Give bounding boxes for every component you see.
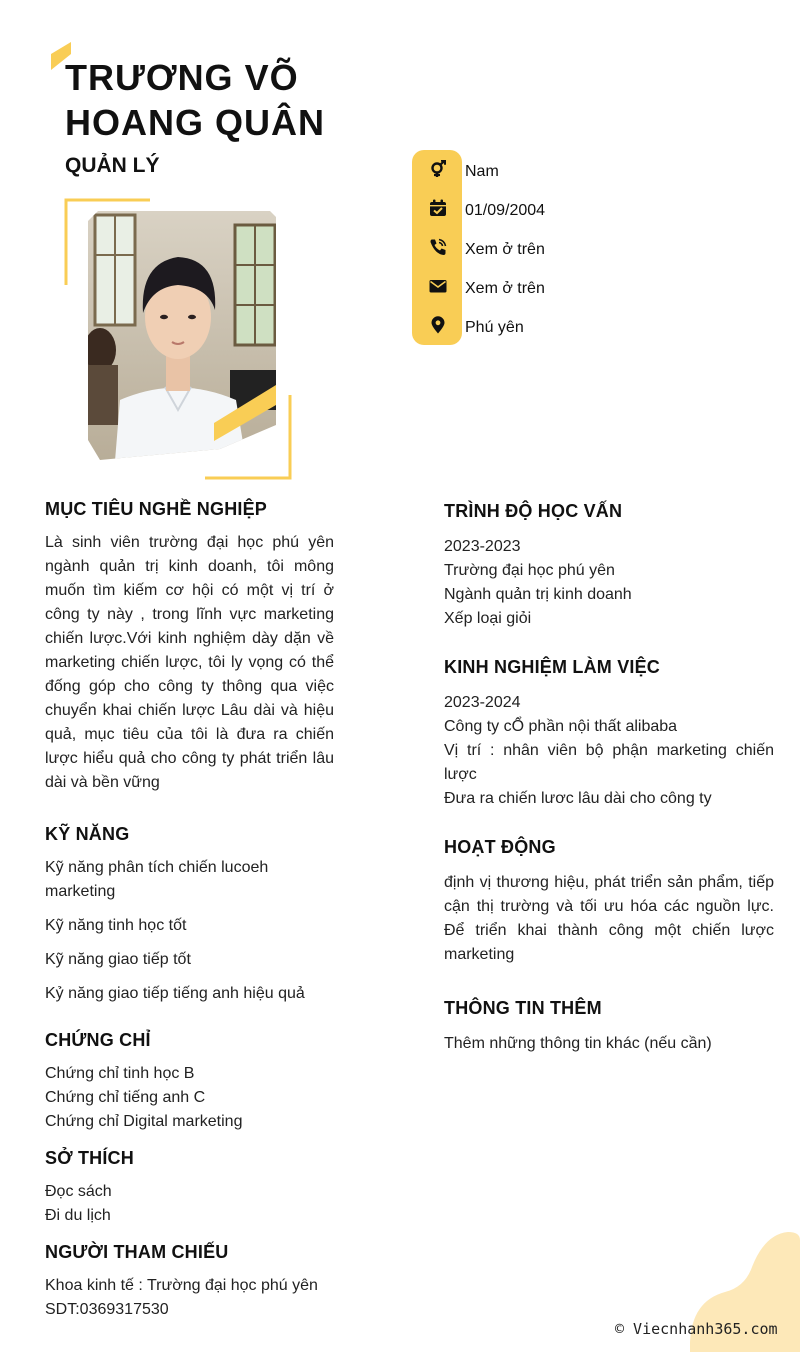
profile-photo xyxy=(60,195,300,485)
activities-text: định vị thương hiệu, phát triển sản phẩm, tiếp cận thị trường và tối ưu hóa các nguồn lực. Để triển khai thành công một chiến lược marketing xyxy=(444,874,774,963)
email-icon xyxy=(429,277,447,295)
education-title: TRÌNH ĐỘ HỌC VẤN xyxy=(444,501,623,521)
extra-info-title: THÔNG TIN THÊM xyxy=(444,998,602,1018)
certificate-item: Chứng chỉ tinh học B xyxy=(45,1065,195,1082)
reference-item: SDT:0369317530 xyxy=(45,1301,169,1318)
copyright-text: © Viecnhanh365.com xyxy=(615,1320,778,1338)
address-value: Phú yên xyxy=(465,319,524,336)
job-title: QUẢN LÝ xyxy=(65,154,160,177)
experience-position: Vị trí : nhân viên bộ phận marketing chiến lược xyxy=(444,742,774,783)
education-item: Ngành quản trị kinh doanh xyxy=(444,586,632,603)
contact-icon-bar xyxy=(412,150,462,345)
experience-duty: Đưa ra chiến lươc lâu dài cho công ty xyxy=(444,790,712,807)
certificate-item: Chứng chỉ tiếng anh C xyxy=(45,1089,206,1106)
skill-item: Kỹ năng tinh học tốt xyxy=(45,917,187,934)
gender-icon xyxy=(429,160,447,178)
phone-icon xyxy=(429,238,447,256)
education-item: Trường đại học phú yên xyxy=(444,562,615,579)
location-icon xyxy=(429,316,447,334)
references-title: NGƯỜI THAM CHIẾU xyxy=(45,1242,229,1262)
calendar-icon xyxy=(429,199,447,217)
gender-value: Nam xyxy=(465,163,499,180)
reference-item: Khoa kinh tế : Trường đại học phú yên xyxy=(45,1277,318,1294)
name-line-1: TRƯƠNG VÕ xyxy=(65,57,299,98)
skills-title: KỸ NĂNG xyxy=(45,824,130,844)
objective-title: MỤC TIÊU NGHỀ NGHIỆP xyxy=(45,499,268,519)
skill-item: Kỹ năng phân tích chiến lucoeh marketing xyxy=(45,859,269,900)
email-value: Xem ở trên xyxy=(465,280,545,297)
education-item: 2023-2023 xyxy=(444,538,521,555)
hobbies-title: SỞ THÍCH xyxy=(45,1148,134,1168)
candidate-name xyxy=(65,55,405,145)
education-item: Xếp loại giỏi xyxy=(444,610,532,627)
experience-period: 2023-2024 xyxy=(444,694,521,711)
hobby-item: Đi du lịch xyxy=(45,1207,111,1224)
extra-info-text: Thêm những thông tin khác (nếu cần) xyxy=(444,1035,712,1052)
phone-value: Xem ở trên xyxy=(465,241,545,258)
name-line-2: HOANG QUÂN xyxy=(65,102,325,143)
skill-item: Kỷ năng giao tiếp tiếng anh hiệu quả xyxy=(45,985,305,1002)
objective-text: Là sinh viên trường đại học phú yên ngành quản trị kinh doanh, tôi mông muốn tìm kiếm cơ hội có một vị trí ở công ty này , trong lĩnh vực marketing chiến lược.Với kinh nghiệm dày dặn về marketing chiến lược, tôi ly vọng có thể đống góp cho công ty thông qua việc chuyển khai chiến lược Lâu dài và hiệu quả, mục tiêu của tôi là đưa ra chiến lược hiểu quả cho công ty phát triển lâu dài và bền vững xyxy=(45,534,334,791)
skill-item: Kỹ năng giao tiếp tốt xyxy=(45,951,191,968)
activities-title: HOẠT ĐỘNG xyxy=(444,837,556,857)
experience-title: KINH NGHIỆM LÀM VIỆC xyxy=(444,657,661,677)
certificate-item: Chứng chỉ Digital marketing xyxy=(45,1113,243,1130)
birthdate-value: 01/09/2004 xyxy=(465,202,546,219)
hobby-item: Đọc sách xyxy=(45,1183,112,1200)
experience-company: Công ty cỔ phần nội thất alibaba xyxy=(444,718,678,735)
certificates-title: CHỨNG CHỈ xyxy=(45,1030,151,1050)
